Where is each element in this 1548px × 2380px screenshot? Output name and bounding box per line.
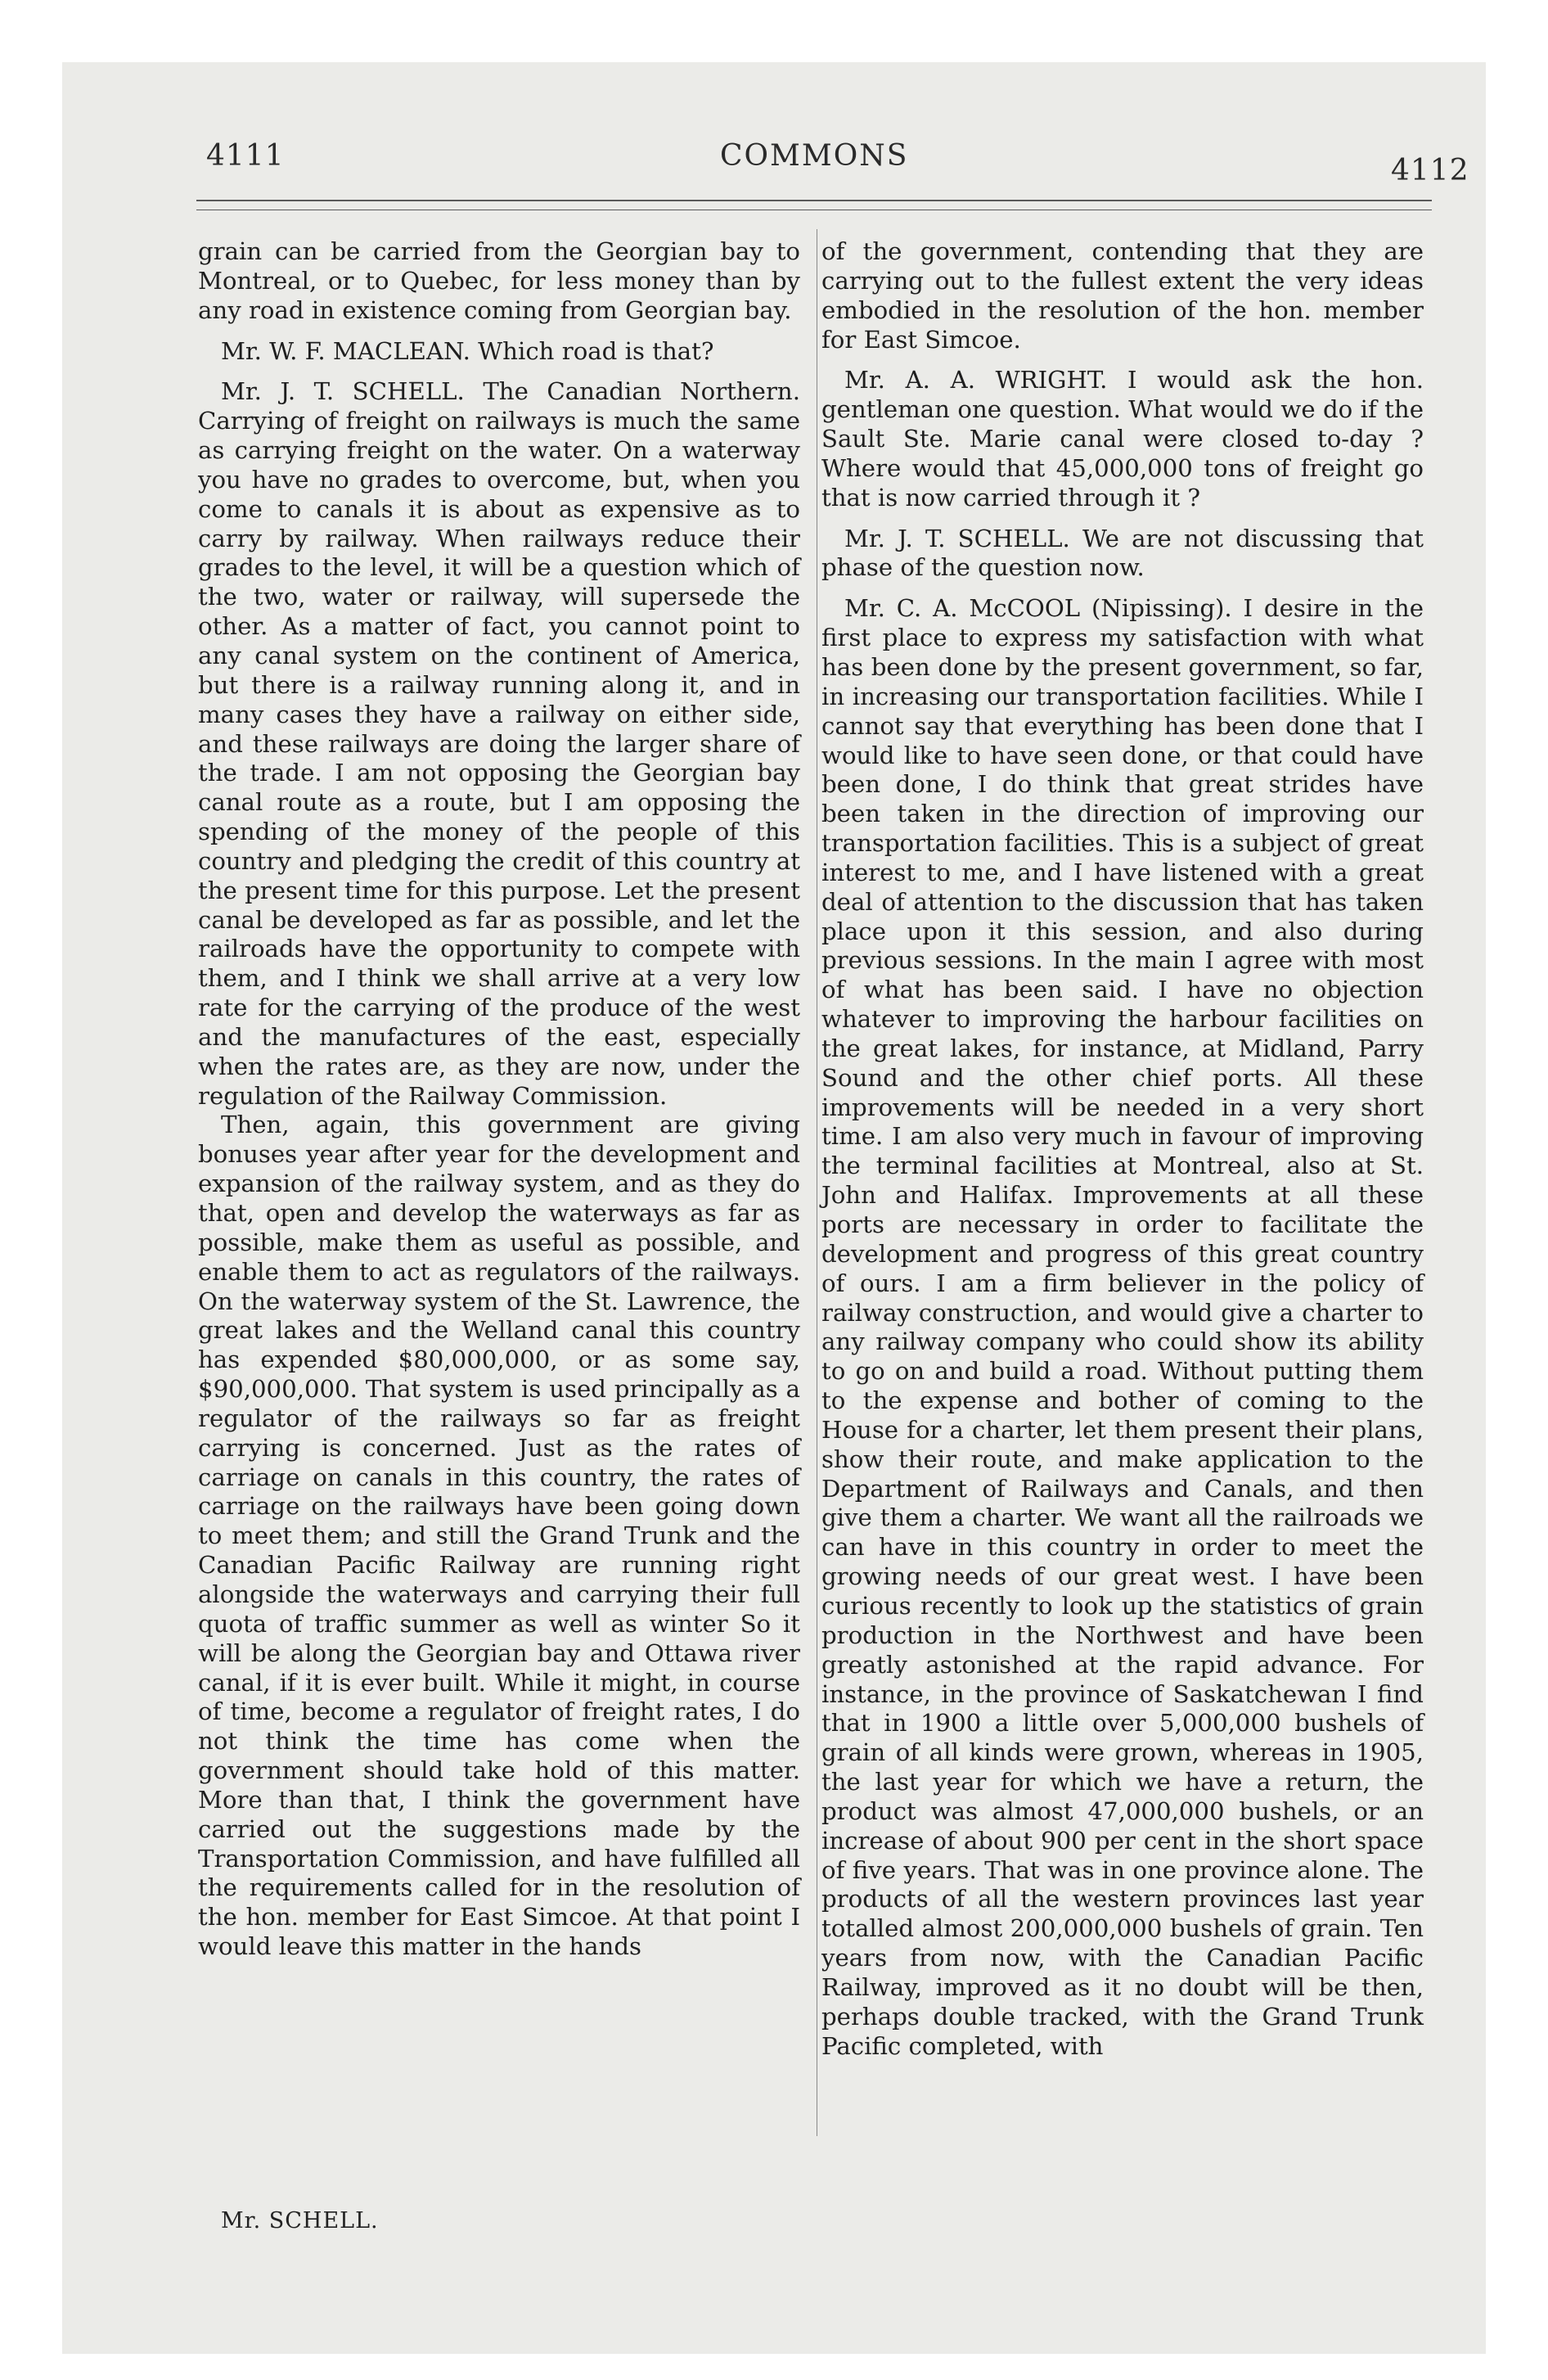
- page-footer: Mr. SCHELL.: [221, 2208, 379, 2234]
- paragraph: Mr. J. T. SCHELL. We are not discussing that phase of the question now.: [821, 524, 1424, 582]
- left-column: [198, 237, 800, 1962]
- header-rule: [196, 200, 1432, 201]
- paragraph: grain can be carried from the Georgian bay to Montreal, or to Quebec, for less money than by any road in existence coming from Georgian bay.: [198, 237, 800, 324]
- page-number-left: 4111: [206, 139, 285, 173]
- paragraph: Mr. A. A. WRIGHT. I would ask the hon. gentleman one question. What would we do if the Sault Ste. Marie canal were closed to-day ? Where would that 45,000,000 tons of freight go that is now carried through it ?: [821, 366, 1424, 512]
- page-number-right: 4112: [1391, 154, 1469, 187]
- paragraph: Then, again, this government are giving bonuses year after year for the development and expansion of the railway system, and as they do that, open and develop the waterways as far as possible, make them as useful as possible, and enable them to act as regulators of the railways. On the waterway system of the St. Lawrence, the great lakes and the Welland canal this country has expended $80,000,000, or as some say, $90,000,000. That system is used principally as a regulator of the railways so far as freight carrying is concerned. Just as the rates of carriage on canals in this country, the rates of carriage on the railways have been going down to meet them; and still the Grand Trunk and the Canadian Pacific Railway are running right alongside the waterways and carrying their full quota of traffic summer as well as winter So it will be along the Georgian bay and Ottawa river canal, if it is ever built. While it might, in course of time, become a regulator of freight rates, I do not think the time has come when the government should take hold of this matter. More than that, I think the government have carried out the suggestions made by the Transportation Commission, and have fulfilled all the requirements called for in the resolution of the hon. member for East Simcoe. At that point I would leave this matter in the hands: [198, 1111, 800, 1961]
- paragraph: of the government, contending that they are carrying out to the fullest extent the very ideas embodied in the resolution of the hon. member for East Simcoe.: [821, 237, 1424, 354]
- paragraph: Mr. C. A. McCOOL (Nipissing). I desire in the first place to express my satisfaction with what has been done by the present government, so far, in increasing our transportation facilities. While I cannot say that everything has been done that I would like to have seen done, or that could have been done, I do think that great strides have been taken in the direction of improving our transportation facilities. This is a subject of great interest to me, and I have listened with a great deal of attention to the discussion that has taken place upon it this session, and also during previous sessions. In the main I agree with most of what has been said. I have no objection whatever to improving the harbour facilities on the great lakes, for instance, at Midland, Parry Sound and the other chief ports. All these improvements will be needed in a very short time. I am also very much in favour of improving the terminal facilities at Montreal, also at St. John and Halifax. Improvements at all these ports are necessary in order to facilitate the development and progress of this great country of ours. I am a firm believer in the policy of railway construction, and would give a charter to any railway company who could show its ability to go on and build a road. Without putting them to the expense and bother of coming to the House for a charter, let them present their plans, show their route, and make application to the Department of Railways and Canals, and then give them a charter. We want all the railroads we can have in this country in order to meet the growing needs of our great west. I have been curious recently to look up the statistics of grain production in the Northwest and have been greatly astonished at the rapid advance. For instance, in the province of Saskatchewan I find that in 1900 a little over 5,000,000 bushels of grain of all kinds were grown, whereas in 1905, the last year for which we have a return, the product was almost 47,000,000 bushels, or an increase of about 900 per cent in the short space of five years. That was in one province alone. The products of all the western provinces last year totalled almost 200,000,000 bushels of grain. Ten years from now, with the Canadian Pacific Railway, improved as it no doubt will be then, perhaps double tracked, with the Grand Trunk Pacific completed, with: [821, 594, 1424, 2060]
- paragraph: Mr. W. F. MACLEAN. Which road is that?: [221, 336, 714, 365]
- paragraph: Mr. J. T. SCHELL. The Canadian Northern. Carrying of freight on railways is much the same as carrying freight on the water. On a waterway you have no grades to overcome, but, when you come to canals it is about as expensive as to carry by railway. When railways reduce their grades to the level, it will be a question which of the two, water or railway, will supersede the other. As a matter of fact, you cannot point to any canal system on the continent of America, but there is a railway running along it, and in many cases they have a railway on either side, and these railways are doing the larger share of the trade. I am not opposing the Georgian bay canal route as a route, but I am opposing the spending of the money of the people of this country and pledging the credit of this country at the present time for this purpose. Let the present canal be developed as far as possible, and let the railroads have the opportunity to compete with them, and I think we shall arrive at a very low rate for the carrying of the produce of the west and the manufactures of the east, especially when the rates are, as they are now, under the regulation of the Railway Commission.: [198, 377, 800, 1110]
- right-column: [821, 237, 1424, 2061]
- running-head: COMMONS: [720, 139, 909, 173]
